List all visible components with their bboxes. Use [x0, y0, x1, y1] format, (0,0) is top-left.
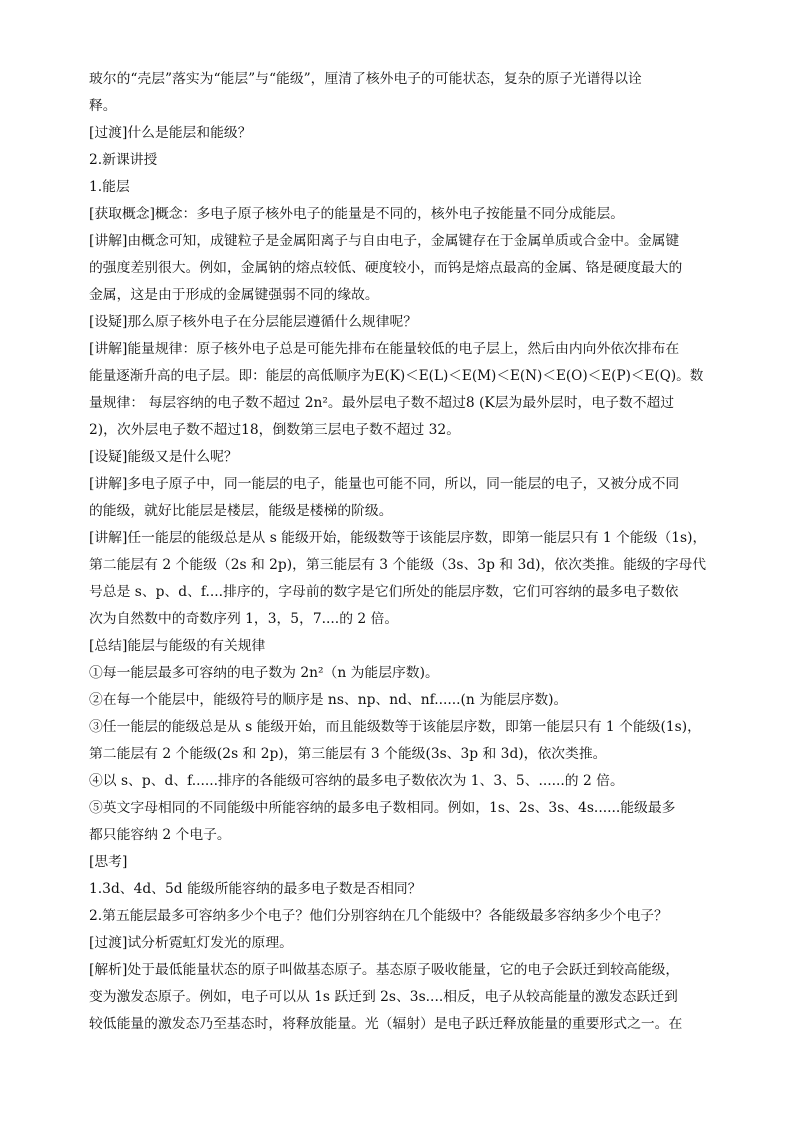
text-line: [设疑]那么原子核外电子在分层能层遵循什么规律呢？: [89, 314, 418, 330]
document-body: [89, 66, 709, 1038]
subsection-heading: 1.能层: [89, 179, 130, 195]
text-line: 都只能容纳 2 个电子。: [89, 827, 231, 843]
text-line: [总结]能层与能级的有关规律: [89, 638, 266, 654]
text-line: [解析]处于最低能量状态的原子叫做基态原子。基态原子吸收能量，它的电子会跃迁到较高能级，: [89, 962, 680, 978]
text-line: 较低能量的激发态乃至基态时，将释放能量。光（辐射）是电子跃迁释放能量的重要形式之一。在: [89, 1016, 683, 1032]
text-line: [讲解]由概念可知，成键粒子是金属阳离子与自由电子，金属键存在于金属单质或合金中。金属键: [89, 233, 680, 249]
text-line: 释。: [89, 98, 117, 114]
text-line: [设疑]能级又是什么呢？: [89, 449, 238, 465]
text-line: [过渡]试分析霓虹灯发光的原理。: [89, 935, 293, 951]
text-line: 的能级，就好比能层是楼层，能级是楼梯的阶级。: [89, 503, 393, 519]
text-line: 2.第五能层最多可容纳多少个电子？他们分别容纳在几个能级中？各能级最多容纳多少个电子？: [89, 908, 668, 924]
text-line: 变为激发态原子。例如，电子可以从 1s 跃迁到 2s、3s....相反，电子从较高能量的激发态跃迁到: [89, 989, 678, 1005]
text-line: 1.3d、4d、5d 能级所能容纳的最多电子数是否相同？: [89, 881, 422, 897]
text-line: 号总是 s、p、d、f....排序的，字母前的数字是它们所处的能层序数，它们可容纳的最多电子数依: [89, 584, 679, 600]
text-line: 能量逐渐升高的电子层。即：能层的高低顺序为E(K)＜E(L)＜E(M)＜E(N)＜E(O)＜E(P)＜E(Q)。数: [89, 368, 704, 384]
text-line: [过渡]什么是能层和能级？: [89, 125, 252, 141]
text-line: 金属，这是由于形成的金属键强弱不同的缘故。: [89, 287, 379, 303]
section-heading: 2.新课讲授: [89, 152, 158, 168]
text-line: [讲解]多电子原子中，同一能层的电子，能量也可能不同，所以，同一能层的电子，又被分成不同: [89, 476, 680, 492]
text-line: 2)，次外层电子数不超过18，倒数第三层电子数不超过 32。: [89, 422, 460, 438]
text-line: [思考]: [89, 854, 128, 870]
text-line: 的强度差别很大。例如，金属钠的熔点较低、硬度较小，而钨是熔点最高的金属、铬是硬度最大的: [89, 260, 683, 276]
text-line: 第二能层有 2 个能级(2s 和 2p)，第三能层有 3 个能级(3s、3p 和 3d)，依次类推。: [89, 746, 607, 762]
text-line: ④以 s、p、d、f......排序的各能级可容纳的最多电子数依次为 1、3、5、......的 2 倍。: [89, 773, 624, 789]
text-line: 次为自然数中的奇数序列 1，3，5，7....的 2 倍。: [89, 611, 399, 627]
text-line: 玻尔的“壳层”落实为“能层”与“能级”，厘清了核外电子的可能状态，复杂的原子光谱得以诠: [89, 71, 642, 87]
text-line: 第二能层有 2 个能级（2s 和 2p)，第三能层有 3 个能级（3s、3p 和 3d)，依次类推。能级的字母代: [89, 557, 707, 573]
text-line: [获取概念]概念：多电子原子核外电子的能量是不同的，核外电子按能量不同分成能层。: [89, 206, 625, 222]
text-line: [讲解]任一能层的能级总是从 s 能级开始，能级数等于该能层序数，即第一能层只有 1 个能级（1s)，: [89, 530, 707, 546]
text-line: ⑤英文字母相同的不同能级中所能容纳的最多电子数相同。例如，1s、2s、3s、4s......能级最多: [89, 800, 676, 816]
text-line: [讲解]能量规律：原子核外电子总是可能先排布在能量较低的电子层上，然后由内向外依次排布在: [89, 341, 680, 357]
text-line: ③任一能层的能级总是从 s 能级开始，而且能级数等于该能层序数，即第一能层只有 1 个能级(1s)，: [89, 719, 701, 735]
text-line: ②在每一个能层中，能级符号的顺序是 ns、np、nd、nf......(n 为能层序数)。: [89, 692, 568, 708]
text-line: ①每一能层最多可容纳的电子数为 2n²（n 为能层序数)。: [89, 665, 439, 681]
text-line: 量规律： 每层容纳的电子数不超过 2n²。最外层电子数不超过8 (K层为最外层时，电子数不超过: [89, 395, 675, 411]
